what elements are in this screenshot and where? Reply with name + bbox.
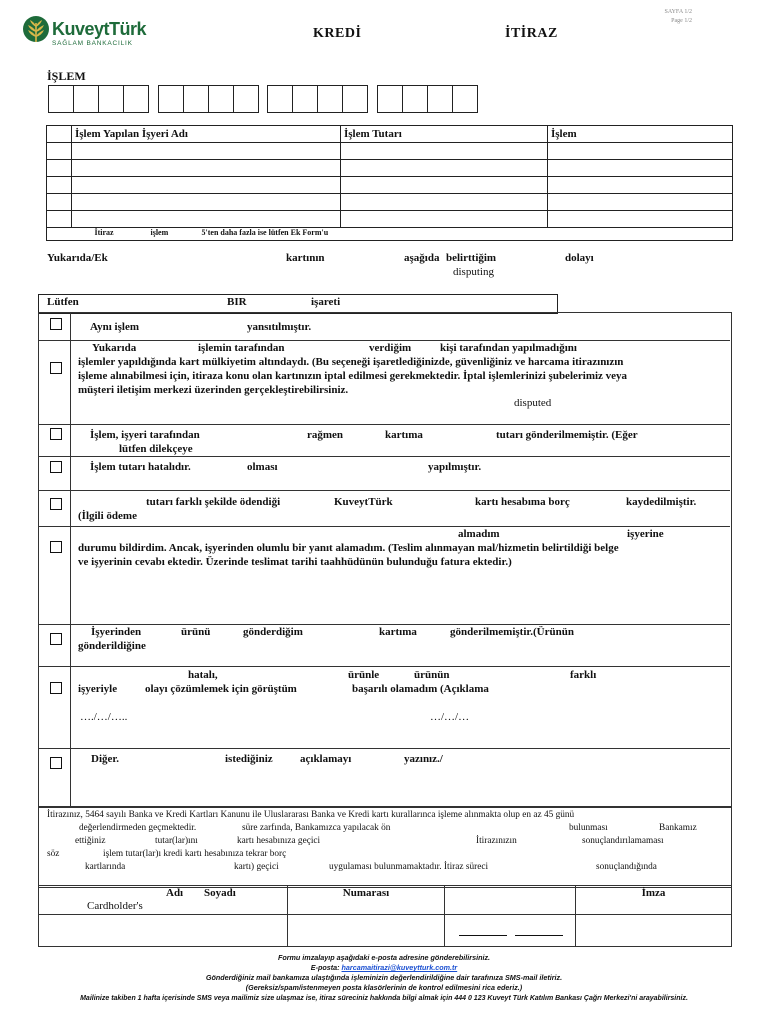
opt8-a: hatalı, xyxy=(188,669,218,681)
option-4-checkbox[interactable] xyxy=(50,461,62,473)
email-label: E-posta: xyxy=(310,963,340,972)
opt2-h: disputed xyxy=(514,397,552,409)
law-l2d: Bankamız xyxy=(659,823,697,833)
opt2-f: işleme alınabilmesi için, itiraza konu olan kartınızın iptal edilmesi gerekmektedir. İptal işlemlerinizi şubelerimiz veya xyxy=(78,370,628,382)
note-itiraz: İtiraz xyxy=(94,228,114,237)
law-l2c: bulunması xyxy=(569,823,608,833)
opt7-e: gönderilmemiştir.(Ürünün xyxy=(450,626,574,638)
opt7-f: gönderildiğine xyxy=(78,640,146,652)
card-number-group-3[interactable] xyxy=(267,85,368,113)
opt2-a: Yukarıda xyxy=(92,342,137,354)
header-transaction: İşlem xyxy=(548,126,733,143)
opt3-b: rağmen xyxy=(307,429,344,441)
opt7-d: kartıma xyxy=(379,626,417,638)
divider xyxy=(38,666,730,667)
page-indicator xyxy=(664,8,692,26)
opt5-e: (İlgili ödeme xyxy=(78,510,137,522)
opt4-a: İşlem tutarı hatalıdır. xyxy=(90,461,191,473)
divider xyxy=(38,424,730,425)
statement-w3: aşağıda xyxy=(404,252,440,264)
opt3-a: İşlem, işyeri tarafından xyxy=(90,429,200,441)
opt2-e: işlemler yapıldığında kart mülkiyetim altındaydı. (Bu seçeneği işaretlediğinizde, güvenliğiniz ve harcama itirazınızın xyxy=(78,356,624,368)
email-link[interactable]: harcamaitirazi@kuveytturk.com.tr xyxy=(341,963,458,972)
law-l4a: söz xyxy=(47,849,60,859)
signature-table xyxy=(38,885,732,947)
options-divider xyxy=(70,312,71,806)
table-row[interactable] xyxy=(47,160,733,177)
cardholder-label: Cardholder's xyxy=(87,900,143,912)
opt6-a: almadım xyxy=(458,528,500,540)
law-l2b: süre zarfında, Bankamızca yapılacak ön xyxy=(242,823,391,833)
option-1-checkbox[interactable] xyxy=(50,318,62,330)
opt3-d: tutarı gönderilmemiştir. (Eğer xyxy=(496,429,638,441)
option-6-checkbox[interactable] xyxy=(50,541,62,553)
opt1-a: Aynı işlem xyxy=(90,321,139,333)
opt8-c: ürünün xyxy=(414,669,450,681)
sign-spacer xyxy=(445,886,576,915)
footer-line-2 xyxy=(0,963,768,973)
law-l3b: tutar(lar)ını xyxy=(155,836,198,846)
opt4-b: olması xyxy=(247,461,278,473)
opt5-b: KuveytTürk xyxy=(334,496,393,508)
law-l5d: sonuçlandığında xyxy=(596,862,657,872)
page-indicator-en: Page 1/2 xyxy=(671,18,692,24)
statement-w1: Yukarıda/Ek xyxy=(47,252,108,264)
footer-line-1: Formu imzalayıp aşağıdaki e-posta adresine gönderebilirsiniz. xyxy=(277,953,491,962)
card-number-group-1[interactable] xyxy=(48,85,149,113)
option-2-checkbox[interactable] xyxy=(50,362,62,374)
opt9-b: istediğiniz xyxy=(225,753,273,765)
option-5-checkbox[interactable] xyxy=(50,498,62,510)
page-indicator-tr: SAYFA 1/2 xyxy=(664,9,692,15)
opt5-a: tutarı farklı şekilde ödendiği xyxy=(146,496,281,508)
logo-name: KuveytTürk xyxy=(52,19,147,39)
note-islem: işlem xyxy=(150,228,169,237)
table-header-row xyxy=(47,126,733,143)
table-row[interactable] xyxy=(47,211,733,228)
kuveytturk-logo xyxy=(22,15,162,51)
opt7-b: ürünü xyxy=(181,626,211,638)
name-label: Adı xyxy=(166,887,184,899)
law-l3a: ettiğiniz xyxy=(75,836,106,846)
statement-w6: disputing xyxy=(453,266,494,278)
choose-c: işareti xyxy=(311,296,341,308)
opt8-f: olayı çözümlemek için görüştüm xyxy=(145,683,297,695)
opt9-a: Diğer. xyxy=(91,753,120,765)
transaction-table xyxy=(46,125,733,241)
law-l5c: uygulaması bulunmamaktadır. İtiraz süreci xyxy=(329,862,489,872)
note-ek-form: 5'ten daha fazla ise lütfen Ek Form'u xyxy=(201,228,329,237)
divider xyxy=(38,748,730,749)
logo-tagline: SAĞLAM BANKACILIK xyxy=(52,40,133,47)
title-left: KREDİ xyxy=(313,26,362,41)
sign-header: İmza xyxy=(576,886,732,915)
card-number-group-2[interactable] xyxy=(158,85,259,113)
opt1-b: yansıtılmıştır. xyxy=(247,321,312,333)
law-paragraph xyxy=(38,806,732,888)
statement-w5: dolayı xyxy=(565,252,594,264)
opt8-date-1[interactable]: …./…/….. xyxy=(80,711,128,723)
law-l1: İtirazınız, 5464 sayılı Banka ve Kredi Kartları Kanunu ile Uluslararası Banka ve Kredi kartı kurallarınca işleme alınmakta olup en az 45 günü xyxy=(47,810,575,820)
date-line-1 xyxy=(459,935,507,936)
header-merchant: İşlem Yapılan İşyeri Adı xyxy=(72,126,341,143)
opt5-c: kartı hesabıma borç xyxy=(475,496,570,508)
statement-w2: kartının xyxy=(286,252,325,264)
opt9-d: yazınız./ xyxy=(404,753,443,765)
law-l3c: kartı hesabınıza geçici xyxy=(237,836,321,846)
option-7-checkbox[interactable] xyxy=(50,633,62,645)
date-field[interactable] xyxy=(445,915,576,947)
table-row[interactable] xyxy=(47,177,733,194)
choose-a: Lütfen xyxy=(47,296,79,308)
opt3-e: lütfen dilekçeye xyxy=(119,443,193,455)
opt8-e: işyeriyle xyxy=(78,683,118,695)
opt8-d: farklı xyxy=(570,669,597,681)
opt8-b: ürünle xyxy=(348,669,380,681)
opt2-b: işlemin tarafından xyxy=(198,342,285,354)
opt8-date-2[interactable]: …/…/… xyxy=(430,711,470,723)
law-l5b: kartı) geçici xyxy=(234,862,279,872)
signature-field[interactable] xyxy=(576,915,732,947)
title-right: İTİRAZ xyxy=(505,26,558,41)
option-9-checkbox[interactable] xyxy=(50,757,62,769)
choose-one-bar xyxy=(38,294,558,314)
option-8-checkbox[interactable] xyxy=(50,682,62,694)
law-l3d: İtirazınızın xyxy=(476,836,517,846)
opt6-d: ve işyerinin cevabı ektedir. Üzerinde teslimat tarihi taahhüdünün bulunduğu fatura ektedir.) xyxy=(78,556,512,568)
surname-label: Soyadı xyxy=(204,887,236,899)
islem-label: İŞLEM xyxy=(47,69,86,83)
wheat-leaf-icon xyxy=(22,15,50,47)
option-3-checkbox[interactable] xyxy=(50,428,62,440)
opt2-d: kişi tarafından yapılmadığını xyxy=(440,342,577,354)
name-field[interactable] xyxy=(39,915,288,947)
footer-line-4: (Gereksiz/spam/istenmeyen posta klasörlerinin de kontrol edilmesini rica ederiz.) xyxy=(245,983,523,992)
opt5-d: kaydedilmiştir. xyxy=(626,496,697,508)
opt4-c: yapılmıştır. xyxy=(428,461,482,473)
table-note-row xyxy=(47,228,733,241)
divider xyxy=(38,490,730,491)
number-field[interactable] xyxy=(288,915,445,947)
opt3-c: kartıma xyxy=(385,429,423,441)
header-amount: İşlem Tutarı xyxy=(341,126,548,143)
law-l5a: kartlarında xyxy=(85,862,126,872)
footer-line-5: Mailinize takiben 1 hafta içerisinde SMS veya mailimiz size ulaşmaz ise, itiraz süreciniz hakkında bilgi almak için 444 0 123 Kuveyt Türk Katılım Bankası Çağrı Merkezi'ni arayabilirsiniz. xyxy=(80,995,688,1002)
opt7-a: İşyerinden xyxy=(91,626,142,638)
number-header: Numarası xyxy=(288,886,445,915)
law-l4b: işlem tutar(lar)ı kredi kartı hesabınıza tekrar borç xyxy=(103,849,287,859)
opt9-c: açıklamayı xyxy=(300,753,352,765)
table-row[interactable] xyxy=(47,194,733,211)
name-header xyxy=(39,886,288,915)
opt2-g: müşteri iletişim merkezi üzerinden gerçekleştirebilirsiniz. xyxy=(78,384,349,396)
opt7-c: gönderdiğim xyxy=(243,626,303,638)
choose-b: BIR xyxy=(227,296,247,308)
opt6-c: durumu bildirdim. Ancak, işyerinden olumlu bir yanıt alamadım. (Teslim alınmayan mal/hizmetin belirtildiği belge xyxy=(78,542,619,554)
law-l2a: değerlendirmeden geçmektedir. xyxy=(79,823,197,833)
table-row[interactable] xyxy=(47,143,733,160)
law-l3e: sonuçlandırılamaması xyxy=(582,836,664,846)
footer-line-3: Gönderdiğiniz mail bankamıza ulaştığında işleminizin değerlendirildiğine dair tarafınıza SMS-mail iletiriz. xyxy=(205,973,563,982)
card-number-group-4[interactable] xyxy=(377,85,478,113)
date-line-2 xyxy=(515,935,563,936)
statement-w4: belirttiğim xyxy=(446,252,497,264)
opt6-b: işyerine xyxy=(627,528,664,540)
opt2-c: verdiğim xyxy=(369,342,412,354)
opt8-g: başarılı olamadım (Açıklama xyxy=(352,683,489,695)
